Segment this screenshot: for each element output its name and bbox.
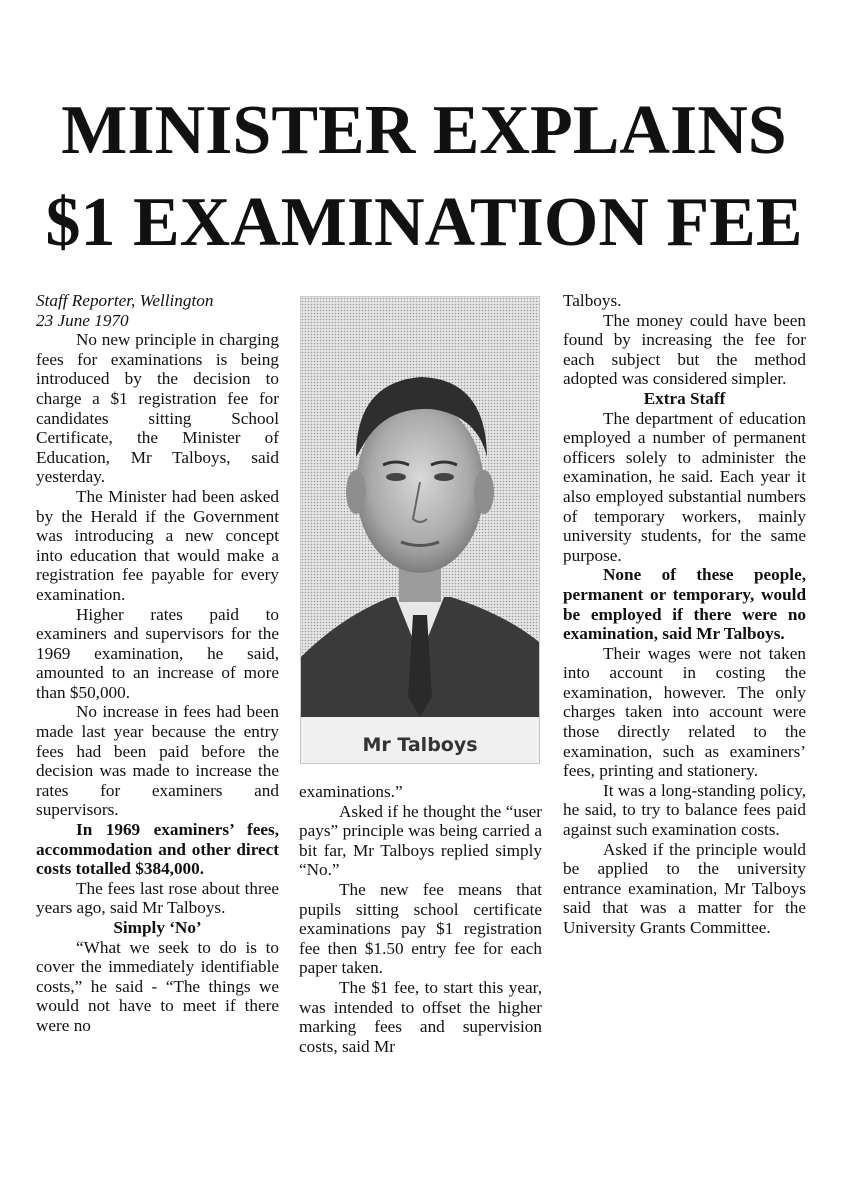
headline-line-2: $1 EXAMINATION FEE xyxy=(45,184,803,261)
subhead-extra-staff: Extra Staff xyxy=(643,388,726,408)
article-column-3 xyxy=(563,291,806,938)
paragraph: The $1 fee, to start this year, was intended to offset the higher marking fees and supervision costs, said Mr xyxy=(299,977,542,1056)
paragraph: “What we seek to do is to cover the immediately identifiable costs,” he said - “The things we would not have to meet if there were no xyxy=(36,937,279,1035)
portrait-photo xyxy=(300,296,540,764)
paragraph: The fees last rose about three years ago, said Mr Talboys. xyxy=(36,878,279,918)
paragraph: Talboys. xyxy=(563,291,622,310)
byline-date: 23 June 1970 xyxy=(36,310,129,330)
paragraph: No new principle in charging fees for examinations is being introduced by the decision to charge a $1 registration fee for candidates sitting School Certificate, the Minister of Education, Mr Talboys, said yesterday. xyxy=(36,330,279,487)
paragraph-bold: In 1969 examiners’ fees, accommodation and other direct costs totalled $384,000. xyxy=(36,820,279,879)
paragraph: The new fee means that pupils sitting school certificate examinations pay $1 registration fee then $1.50 entry fee for each paper taken. xyxy=(299,879,542,978)
headline-line-1: MINISTER EXPLAINS xyxy=(61,92,787,169)
article-column-2 xyxy=(299,782,542,1056)
subhead-simply-no: Simply ‘No’ xyxy=(113,918,202,937)
paragraph: Asked if he thought the “user pays” principle was being carried a bit far, Mr Talboys replied simply “No.” xyxy=(299,801,542,880)
paragraph: examinations.” xyxy=(299,782,403,801)
article-column-1 xyxy=(36,291,279,1036)
paragraph-bold: None of these people, permanent or temporary, would be employed if there were no examination, said Mr Talboys. xyxy=(563,565,806,644)
paragraph: It was a long-standing policy, he said, to try to balance fees paid against such examination costs. xyxy=(563,780,806,840)
paragraph: Higher rates paid to examiners and supervisors for the 1969 examination, he said, amounted to an increase of more than $50,000. xyxy=(36,604,279,702)
paragraph: The money could have been found by increasing the fee for each subject but the method adopted was considered simpler. xyxy=(563,310,806,389)
paragraph: The Minister had been asked by the Herald if the Government was introducing a new concept into education that would make a registration fee payable for every examination. xyxy=(36,486,279,604)
paragraph: Asked if the principle would be applied to the university entrance examination, Mr Talboys said that was a matter for the University Grants Committee. xyxy=(563,839,806,937)
paragraph: The department of education employed a number of permanent officers solely to administer the examination, he said. Each year it also employed substantial numbers of temporary workers, mainly university students, for the same purpose. xyxy=(563,408,806,565)
paragraph: No increase in fees had been made last year because the entry fees had been paid before the decision was made to increase the rates for examiners and supervisors. xyxy=(36,702,279,820)
portrait-icon xyxy=(301,297,539,763)
photo-caption: Mr Talboys xyxy=(362,734,478,756)
byline-reporter: Staff Reporter, Wellington xyxy=(36,291,214,310)
paragraph: Their wages were not taken into account in costing the examination, however. The only charges taken into account were those directly related to the examination, such as examiners’ fees, printing and stationery. xyxy=(563,643,806,781)
